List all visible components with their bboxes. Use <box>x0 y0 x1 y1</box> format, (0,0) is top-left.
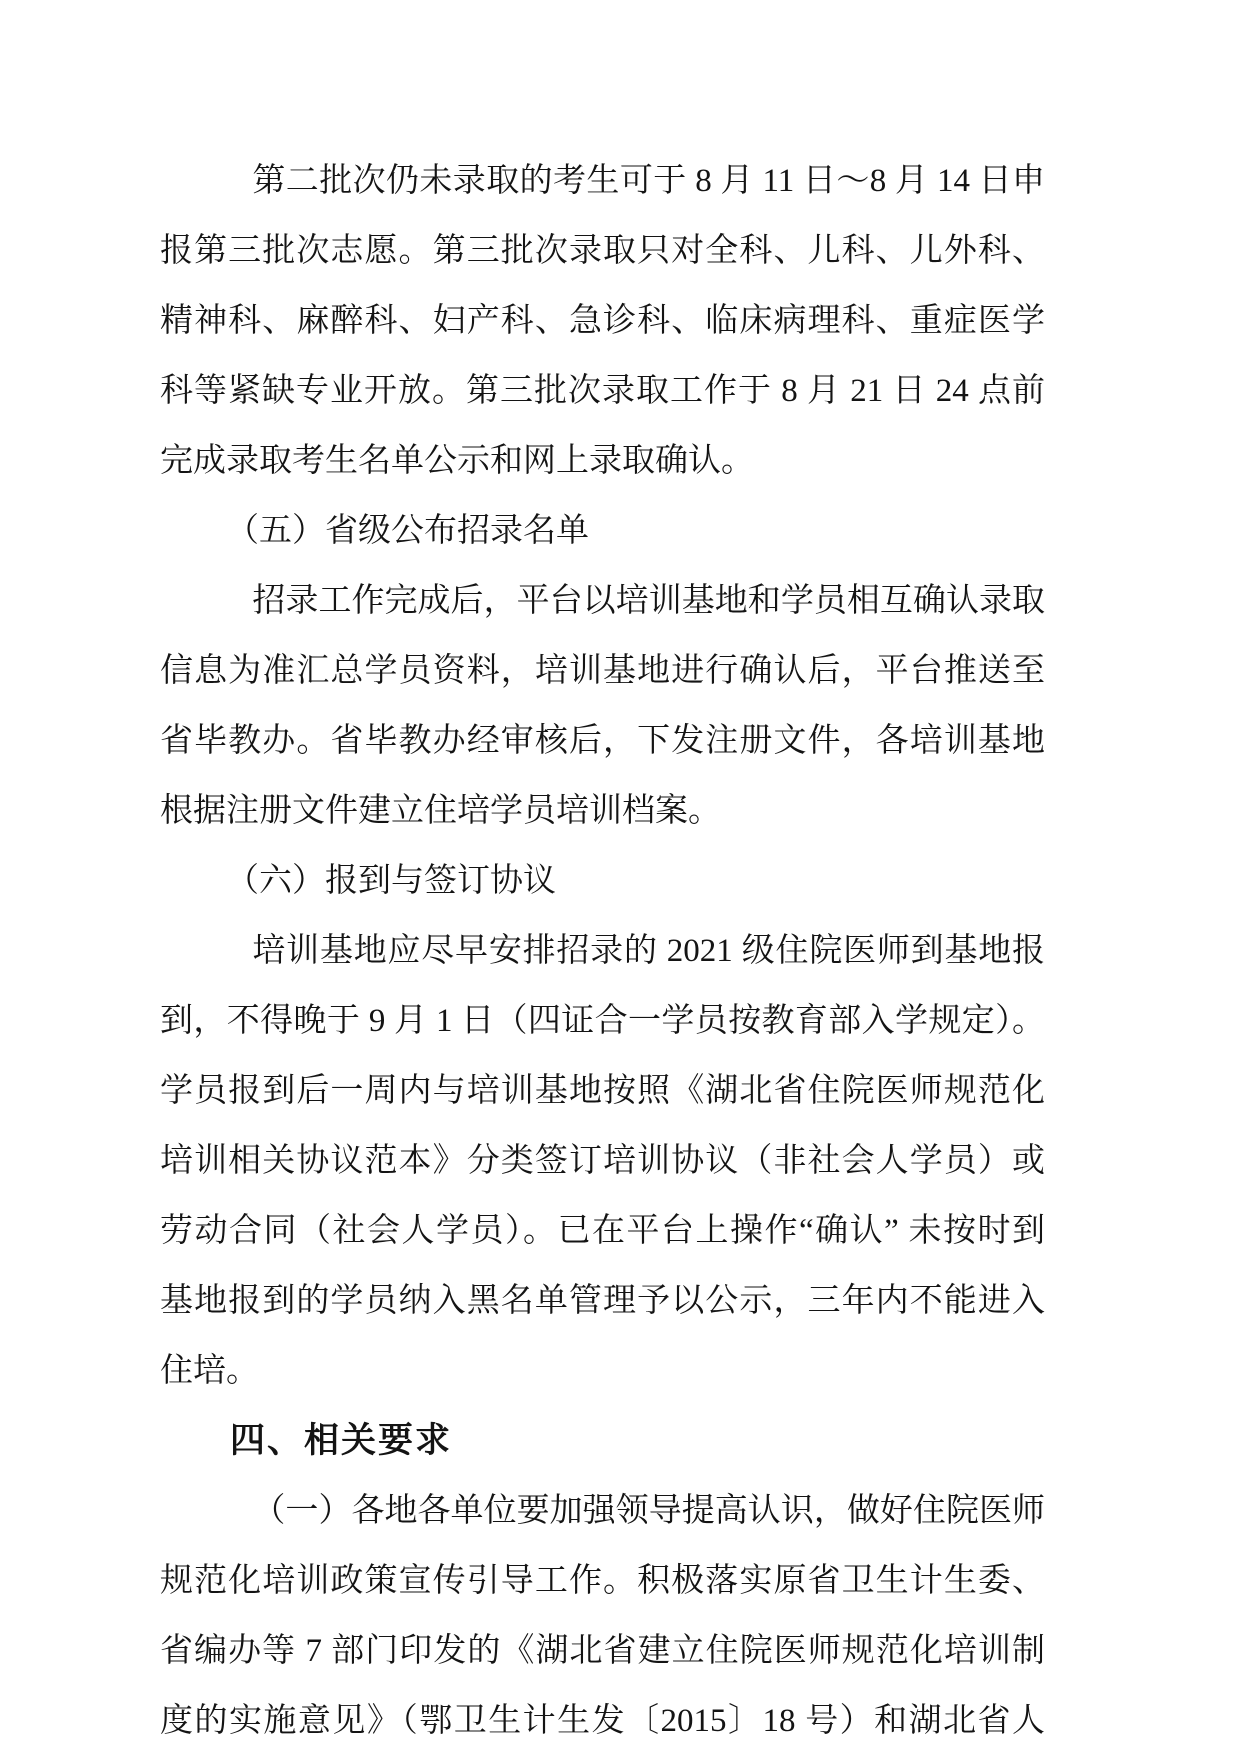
text-line: 科等紧缺专业开放。第三批次录取工作于 8 月 21 日 24 点前 <box>160 373 1045 409</box>
text-line: 报第三批次志愿。第三批次录取只对全科、儿科、儿外科、 <box>160 233 1045 269</box>
section <box>160 496 1045 566</box>
text-line: 完成录取考生名单公示和网上录取确认。 <box>160 443 754 479</box>
text-line: 度的实施意见》（鄂卫生计生发〔2015〕18 号）和湖北省人 <box>160 1703 1045 1739</box>
paragraph <box>160 566 1045 846</box>
text-line: 规范化培训政策宣传引导工作。积极落实原省卫生计生委、 <box>160 1563 1045 1599</box>
section <box>160 1406 1045 1476</box>
paragraph <box>160 916 1045 1406</box>
text-line: 信息为准汇总学员资料，培训基地进行确认后，平台推送至 <box>160 653 1045 689</box>
text-line: 省编办等 7 部门印发的《湖北省建立住院医师规范化培训制 <box>160 1633 1045 1669</box>
paragraph <box>160 1476 1045 1755</box>
text-line: 学员报到后一周内与培训基地按照《湖北省住院医师规范化 <box>160 1073 1045 1109</box>
text-line: 基地报到的学员纳入黑名单管理予以公示，三年内不能进入 <box>160 1283 1045 1319</box>
text-line: 精神科、麻醉科、妇产科、急诊科、临床病理科、重症医学 <box>160 303 1045 339</box>
text-line: 住培。 <box>160 1353 259 1389</box>
text-line: 培训相关协议范本》分类签订培训协议（非社会人学员）或 <box>160 1143 1045 1179</box>
text-line: （一）各地各单位要加强领导提高认识，做好住院医师 <box>252 1493 1045 1529</box>
text-line: 培训基地应尽早安排招录的 2021 级住院医师到基地报 <box>252 933 1045 969</box>
text-line: 第二批次仍未录取的考生可于 8 月 11 日～8 月 14 日申 <box>252 163 1045 199</box>
text-line: 根据注册文件建立住培学员培训档案。 <box>160 793 721 829</box>
text-line: 劳动合同（社会人学员）。已在平台上操作“确认” 未按时到 <box>160 1213 1045 1249</box>
text-line: 招录工作完成后，平台以培训基地和学员相互确认录取 <box>252 583 1045 619</box>
subsection-heading-6: （六）报到与签订协议 <box>226 863 556 899</box>
text-line: 省毕教办。省毕教办经审核后，下发注册文件，各培训基地 <box>160 723 1045 759</box>
section-heading-4: 四、相关要求 <box>230 1421 453 1460</box>
subsection-heading-5: （五）省级公布招录名单 <box>226 513 589 549</box>
paragraph <box>160 146 1045 496</box>
text-line: 到，不得晚于 9 月 1 日（四证合一学员按教育部入学规定）。 <box>160 1003 1045 1039</box>
section <box>160 846 1045 916</box>
